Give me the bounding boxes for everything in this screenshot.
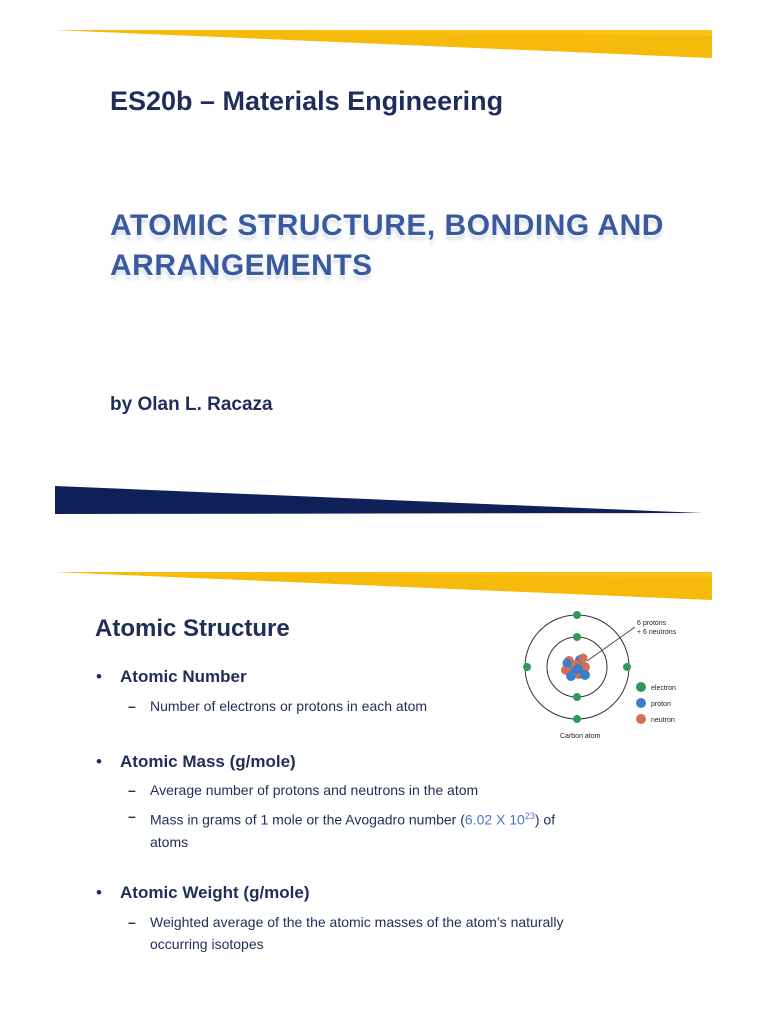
electron-legend-icon bbox=[636, 682, 646, 692]
sub-bullet bbox=[128, 911, 564, 955]
course-title: ES20b – Materials Engineering bbox=[110, 86, 504, 116]
bullet-atomic-number bbox=[96, 667, 247, 687]
avogadro-exponent: 23 bbox=[524, 811, 535, 821]
sub-text-close: ) bbox=[534, 811, 540, 828]
dash-marker: – bbox=[128, 914, 136, 930]
sub-bullet bbox=[128, 805, 556, 853]
sub-text-line2: occurring isotopes bbox=[150, 936, 264, 952]
proton-legend-icon bbox=[636, 698, 646, 708]
navy-swoosh-bottom bbox=[0, 480, 768, 520]
sub-text: Mass in grams of 1 mole or the Avogadro number ( bbox=[150, 811, 465, 828]
neutron-legend-icon bbox=[636, 714, 646, 724]
legend-proton: proton bbox=[651, 701, 671, 708]
protons-label: 6 protons bbox=[637, 620, 667, 627]
nucleus bbox=[561, 654, 590, 682]
atomic-structure-slide bbox=[0, 545, 768, 1024]
legend-neutron: neutron bbox=[651, 717, 675, 724]
bullet-heading: Atomic Mass (g/mole) bbox=[120, 752, 296, 771]
dash-marker: – bbox=[128, 698, 136, 714]
bullet-atomic-weight bbox=[96, 883, 310, 903]
bullet-heading: Atomic Weight (g/mole) bbox=[120, 883, 310, 902]
sub-bullet bbox=[128, 779, 479, 801]
neutrons-label: + 6 neutrons bbox=[637, 629, 677, 636]
slide-title: Atomic Structure bbox=[95, 615, 290, 642]
lecture-title-line-2: ARRANGEMENTS bbox=[110, 249, 373, 282]
bullet-atomic-mass bbox=[96, 752, 296, 772]
sub-text-line2: atoms bbox=[150, 833, 189, 850]
lecture-title bbox=[110, 206, 664, 286]
author-line: by Olan L. Racaza bbox=[110, 394, 273, 415]
lecture-title-line-1: ATOMIC STRUCTURE, BONDING AND bbox=[110, 209, 664, 242]
sub-bullet bbox=[128, 695, 428, 717]
bullet-dot: • bbox=[96, 752, 102, 771]
yellow-swoosh-top bbox=[0, 0, 768, 80]
bullet-heading: Atomic Number bbox=[120, 667, 247, 686]
avogadro-value: 6.02 X 10 bbox=[464, 811, 525, 828]
legend-electron: electron bbox=[651, 685, 676, 692]
dash-marker: – bbox=[128, 782, 136, 798]
bullet-dot: • bbox=[96, 883, 102, 902]
bullet-dot: • bbox=[96, 667, 102, 686]
sub-text-suffix: of bbox=[539, 811, 556, 828]
sub-text: Average number of protons and neutrons in the atom bbox=[150, 782, 479, 798]
sub-text: Number of electrons or protons in each atom bbox=[150, 698, 428, 714]
sub-text-line1: Weighted average of the the atomic masses of the atom’s naturally bbox=[150, 914, 564, 930]
diagram-caption: Carbon atom bbox=[560, 733, 601, 740]
dash-marker: – bbox=[128, 808, 136, 824]
carbon-atom-diagram bbox=[505, 605, 705, 745]
